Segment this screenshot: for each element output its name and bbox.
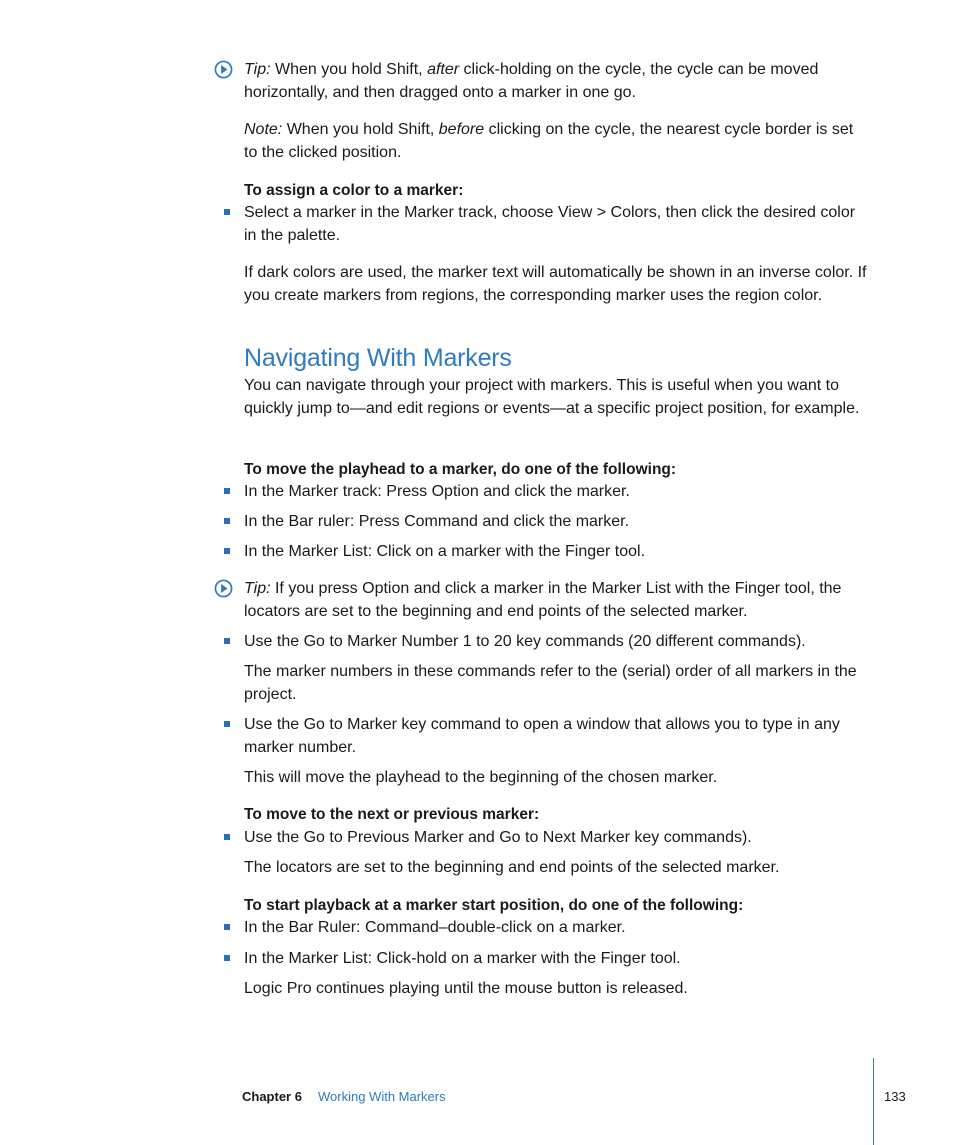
task-heading: To move to the next or previous marker: (244, 806, 540, 823)
note-label: Note: (244, 121, 283, 138)
body-paragraph: The marker numbers in these commands refer to the (serial) order of all markers in the project. (244, 663, 857, 703)
footer-chapter-title: Working With Markers (318, 1089, 446, 1104)
square-bullet-icon (224, 721, 230, 727)
page-number: 133 (884, 1089, 906, 1104)
list-item: Use the Go to Previous Marker and Go to Next Marker key commands). (244, 829, 752, 846)
list-item: In the Marker List: Click-hold on a marker with the Finger tool. (244, 950, 681, 967)
tip-arrow-icon (214, 60, 233, 79)
list-item: In the Bar ruler: Press Command and click the marker. (244, 513, 630, 530)
tip-paragraph: Tip: When you hold Shift, after click-holding on the cycle, the cycle can be moved horizontally, and then dragged onto a marker in one go. (244, 61, 819, 101)
square-bullet-icon (224, 955, 230, 961)
task-heading: To start playback at a marker start position, do one of the following: (244, 897, 744, 914)
footer-chapter: Chapter 6 (242, 1089, 302, 1104)
section-intro: You can navigate through your project with markers. This is useful when you want to quickly jump to—and edit regions or events—at a specific project position, for example. (244, 377, 860, 417)
body-paragraph: If dark colors are used, the marker text will automatically be shown in an inverse color. If you create markers from regions, the corresponding marker uses the region color. (244, 264, 867, 304)
tip-arrow-icon (214, 579, 233, 598)
body-paragraph: The locators are set to the beginning and end points of the selected marker. (244, 859, 780, 876)
square-bullet-icon (224, 638, 230, 644)
square-bullet-icon (224, 924, 230, 930)
body-paragraph: Logic Pro continues playing until the mouse button is released. (244, 980, 688, 997)
list-item: In the Bar Ruler: Command–double-click on a marker. (244, 919, 626, 936)
note-paragraph: Note: When you hold Shift, before clicking on the cycle, the nearest cycle border is set to the clicked position. (244, 121, 854, 161)
list-item: Select a marker in the Marker track, choose View > Colors, then click the desired color in the palette. (244, 204, 856, 244)
tip-paragraph: Tip: If you press Option and click a marker in the Marker List with the Finger tool, the locators are set to the beginning and end points of the selected marker. (244, 580, 842, 620)
square-bullet-icon (224, 834, 230, 840)
square-bullet-icon (224, 548, 230, 554)
list-item: In the Marker List: Click on a marker with the Finger tool. (244, 543, 646, 560)
list-item: In the Marker track: Press Option and click the marker. (244, 483, 630, 500)
task-heading: To assign a color to a marker: (244, 182, 464, 199)
tip-label: Tip: (244, 580, 271, 597)
tip-label: Tip: (244, 61, 271, 78)
square-bullet-icon (224, 518, 230, 524)
square-bullet-icon (224, 488, 230, 494)
task-heading: To move the playhead to a marker, do one of the following: (244, 461, 677, 478)
section-title: Navigating With Markers (244, 344, 512, 372)
footer-divider (873, 1058, 874, 1145)
body-paragraph: This will move the playhead to the beginning of the chosen marker. (244, 769, 718, 786)
list-item: Use the Go to Marker Number 1 to 20 key commands (20 different commands). (244, 633, 806, 650)
list-item: Use the Go to Marker key command to open a window that allows you to type in any marker number. (244, 716, 840, 756)
square-bullet-icon (224, 209, 230, 215)
